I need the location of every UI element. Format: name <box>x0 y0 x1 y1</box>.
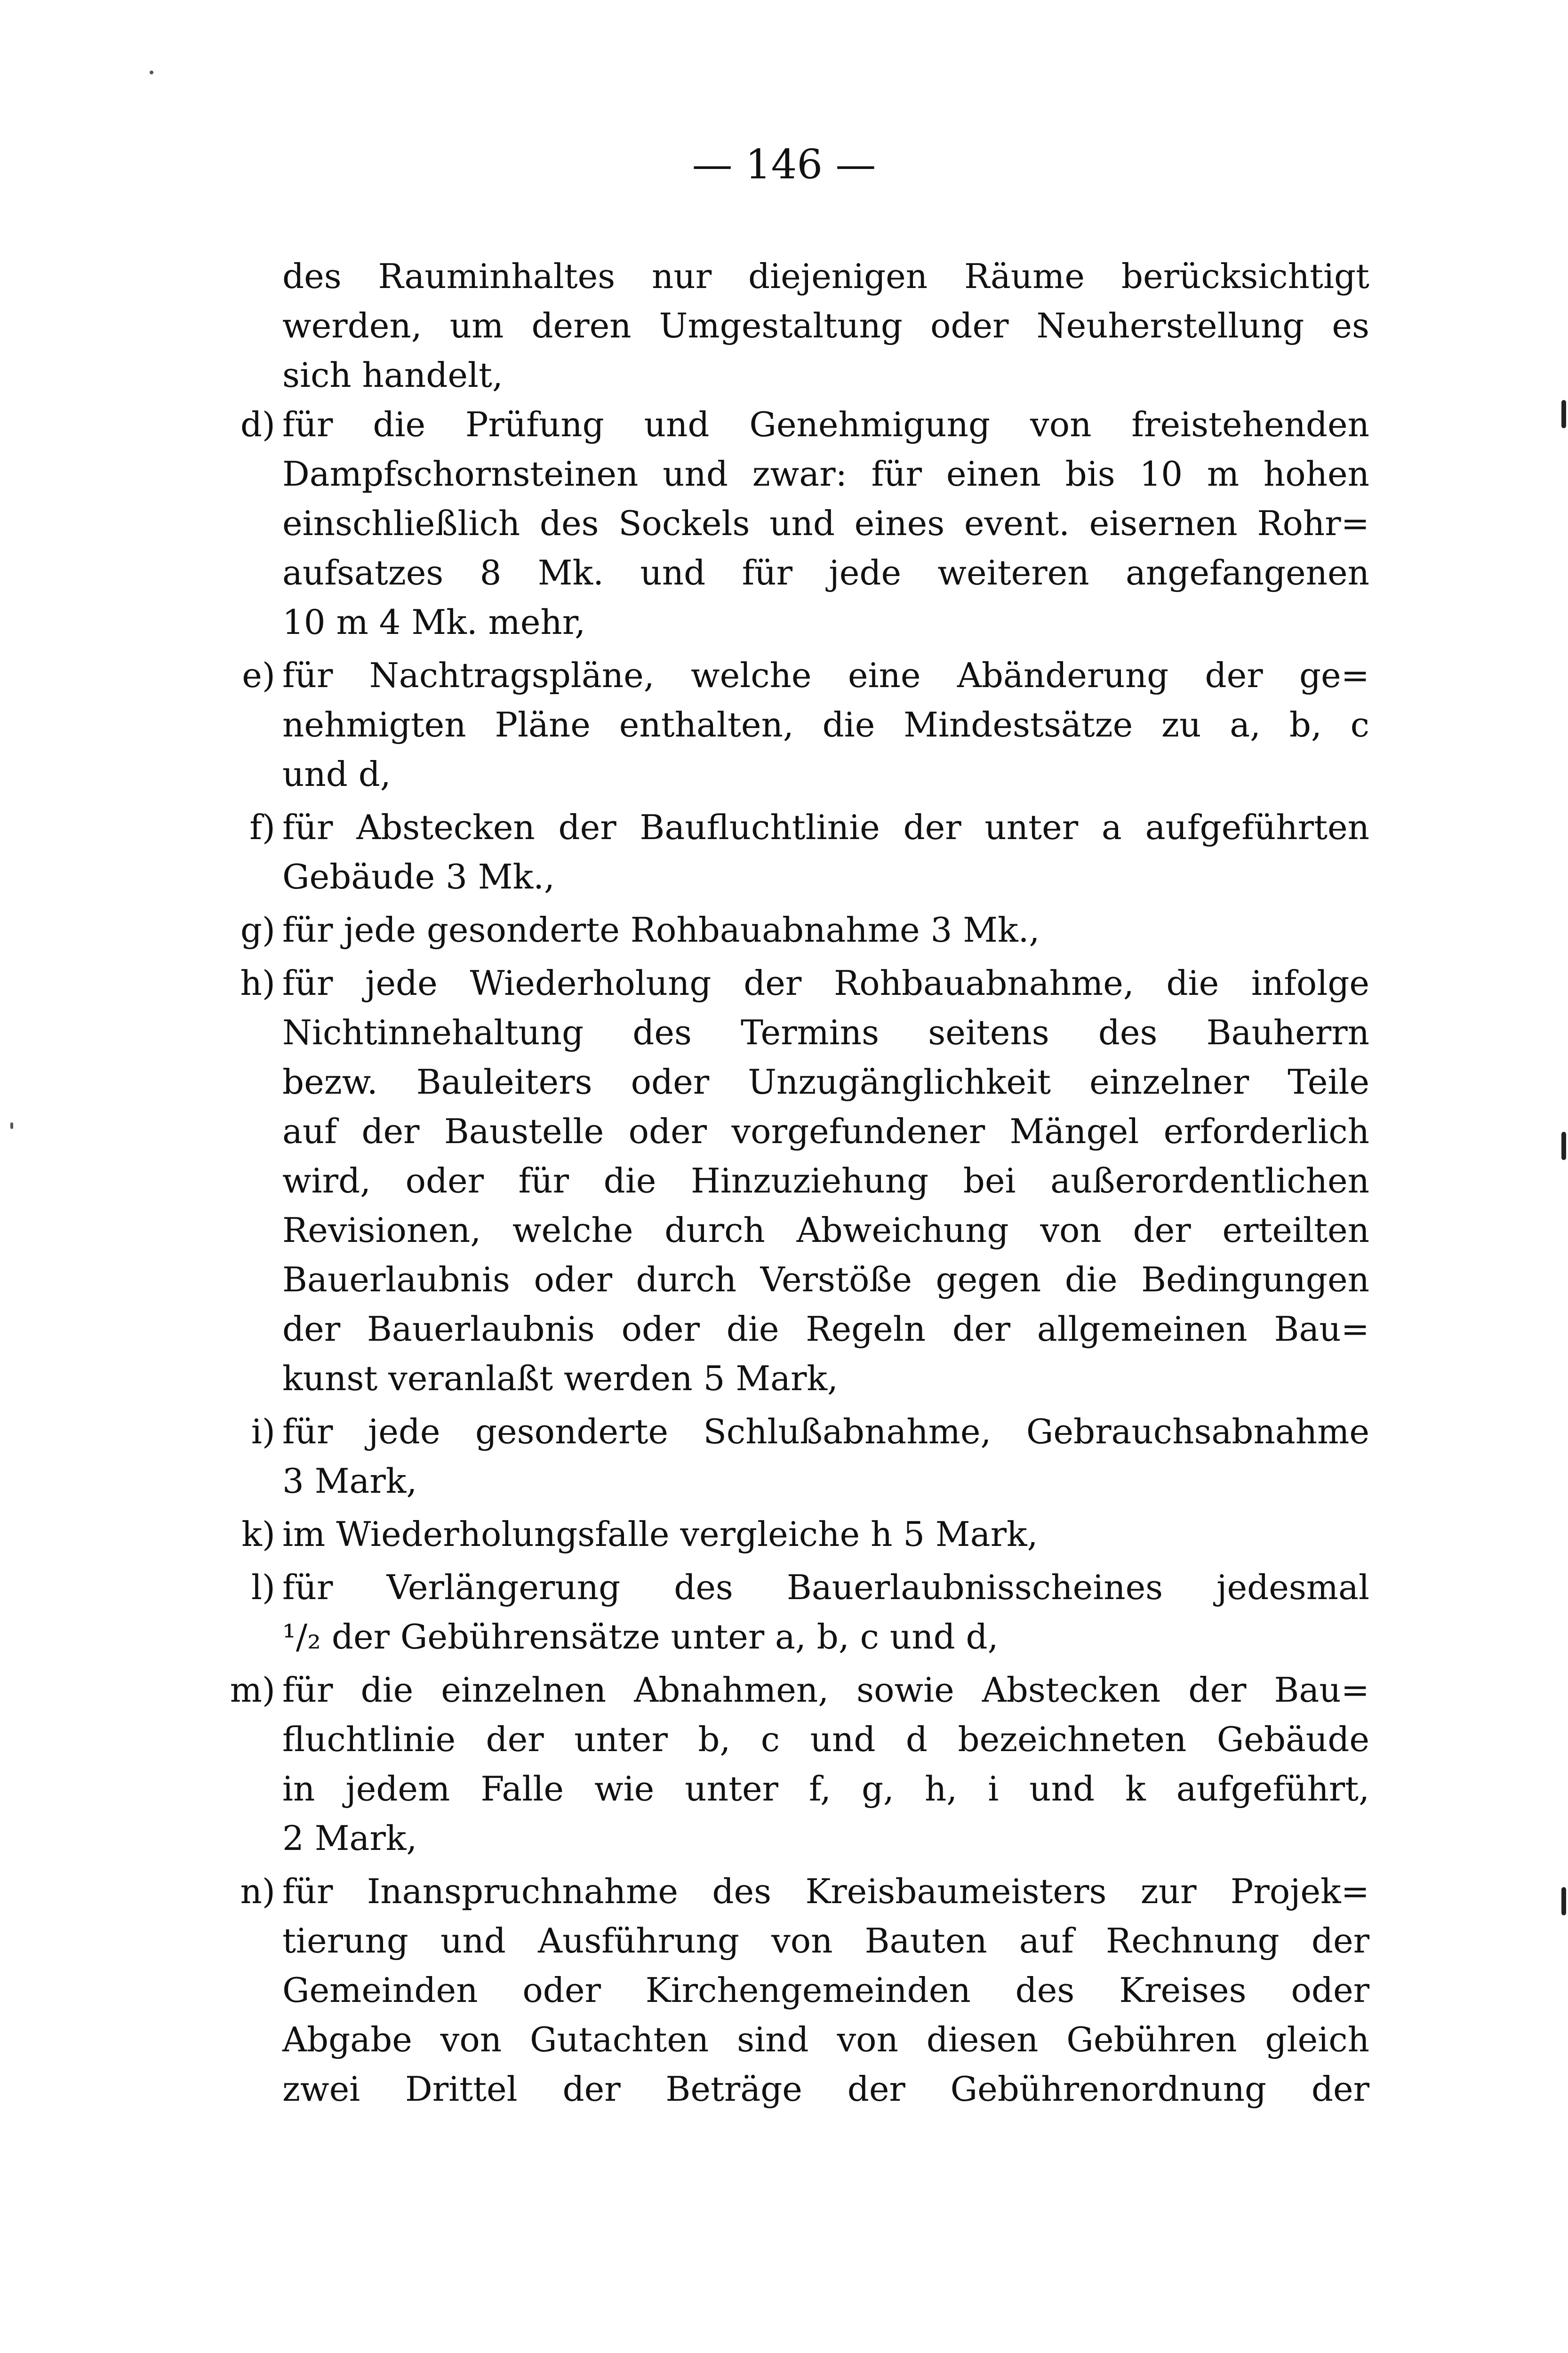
text-line: wird, oder für die Hinzuziehung bei außerordentlichen <box>282 1161 1369 1201</box>
text-line: sich handelt, <box>282 355 503 395</box>
text-line: der Bauerlaubnis oder die Regeln der allgemeinen Bau= <box>282 1309 1369 1349</box>
item-marker: d) <box>240 405 275 444</box>
item-marker: g) <box>240 910 275 950</box>
text-line: tierung und Ausführung von Bauten auf Rechnung der <box>282 1921 1369 1961</box>
text-line: für Verlängerung des Bauerlaubnisscheines jedesmal <box>282 1568 1369 1607</box>
text-line: Nichtinnehaltung des Termins seitens des Bauherrn <box>282 1013 1369 1052</box>
text-line: in jedem Falle wie unter f, g, h, i und k aufgeführt, <box>282 1769 1369 1809</box>
text-line: für jede gesonderte Rohbauabnahme 3 Mk., <box>282 910 1040 950</box>
item-marker: e) <box>242 656 275 695</box>
text-line: für jede Wiederholung der Rohbauabnahme, die infolge <box>282 963 1369 1003</box>
item-marker: l) <box>251 1568 275 1607</box>
fee-item <box>240 400 1369 647</box>
item-marker: m) <box>230 1670 275 1710</box>
item-marker: h) <box>240 963 275 1003</box>
text-line: nehmigten Pläne enthalten, die Mindestsätze zu a, b, c <box>282 705 1369 744</box>
scan-speck <box>150 71 153 74</box>
text-line: kunst veranlaßt werden 5 Mark, <box>282 1359 838 1398</box>
text-line: werden, um deren Umgestaltung oder Neuherstellung es <box>282 306 1369 345</box>
text-line: für Inanspruchnahme des Kreisbaumeisters zur Projek= <box>282 1872 1369 1911</box>
fee-item <box>241 1510 1369 1559</box>
text-line: Abgabe von Gutachten sind von diesen Gebühren gleich <box>282 2020 1369 2059</box>
fee-item <box>240 1867 1369 2114</box>
text-line: Bauerlaubnis oder durch Verstöße gegen die Bedingungen <box>282 1260 1369 1299</box>
fee-item <box>240 905 1369 955</box>
fee-item <box>251 1407 1369 1506</box>
text-line: im Wiederholungsfalle vergleiche h 5 Mark, <box>282 1514 1038 1554</box>
text-line: Revisionen, welche durch Abweichung von der erteilten <box>282 1210 1369 1250</box>
text-line: für jede gesonderte Schlußabnahme, Gebrauchsabnahme <box>282 1412 1369 1451</box>
fee-item <box>242 651 1369 799</box>
scan-speck <box>1561 400 1566 428</box>
scan-speck <box>1561 1887 1566 1915</box>
text-line: zwei Drittel der Beträge der Gebührenordnung der <box>282 2069 1369 2109</box>
text-line: auf der Baustelle oder vorgefundener Mängel erforderlich <box>282 1112 1369 1151</box>
continued-paragraph <box>282 252 1369 400</box>
text-line: und d, <box>282 754 391 794</box>
item-marker: k) <box>241 1514 275 1554</box>
text-line: für die Prüfung und Genehmigung von freistehenden <box>282 405 1369 444</box>
page-number: — 146 — <box>692 141 876 188</box>
fee-item <box>240 959 1369 1403</box>
text-line: 10 m 4 Mk. mehr, <box>282 602 586 642</box>
text-line: des Rauminhaltes nur diejenigen Räume berücksichtigt <box>282 256 1369 296</box>
text-line: Gemeinden oder Kirchengemeinden des Kreises oder <box>282 1970 1369 2010</box>
text-line: ¹/₂ der Gebührensätze unter a, b, c und d, <box>282 1617 999 1657</box>
text-line: für die einzelnen Abnahmen, sowie Abstecken der Bau= <box>282 1670 1369 1710</box>
scan-speck <box>1561 1132 1566 1160</box>
text-line: fluchtlinie der unter b, c und d bezeichneten Gebäude <box>282 1720 1369 1759</box>
text-line: für Nachtragspläne, welche eine Abänderung der ge= <box>282 656 1369 695</box>
text-line: einschließlich des Sockels und eines event. eisernen Rohr= <box>282 504 1369 543</box>
fee-item <box>230 1665 1369 1863</box>
fee-item <box>249 803 1369 902</box>
body-text <box>230 252 1369 2114</box>
scan-speck <box>10 1122 13 1129</box>
item-marker: i) <box>251 1412 275 1451</box>
text-line: Dampfschornsteinen und zwar: für einen bis 10 m hohen <box>282 454 1369 494</box>
text-line: bezw. Bauleiters oder Unzugänglichkeit einzelner Teile <box>282 1062 1369 1102</box>
text-line: 3 Mark, <box>282 1461 417 1501</box>
text-line: Gebäude 3 Mk., <box>282 857 555 896</box>
text-line: für Abstecken der Baufluchtlinie der unter a aufgeführten <box>282 808 1369 847</box>
fee-item <box>251 1563 1369 1662</box>
fee-item-list <box>230 400 1369 2114</box>
text-line: 2 Mark, <box>282 1818 417 1858</box>
text-line: aufsatzes 8 Mk. und für jede weiteren angefangenen <box>282 553 1369 592</box>
item-marker: n) <box>240 1872 275 1911</box>
item-marker: f) <box>249 808 275 847</box>
